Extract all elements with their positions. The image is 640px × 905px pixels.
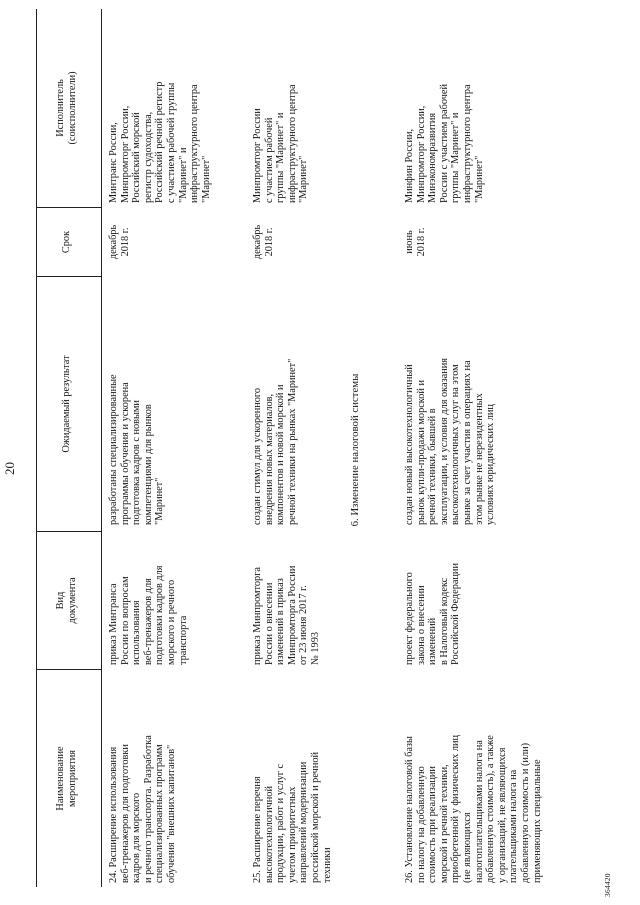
row-24-name: 24. Расширение использования веб-тренажеров для подготовки кадров для морского и речного транспорта. Разработка специализированных программ обучения "внешних капитанов" <box>108 735 177 883</box>
row-25-term: декабрь 2018 г. <box>252 224 275 260</box>
row-25-name: 25. Расширение перечня высокотехнологичной продукции, работ и услуг с учетом приоритетных направлений модернизации российской морской и речной техники <box>252 752 333 883</box>
column-header-executor: Исполнитель (соисполнители) <box>55 71 78 145</box>
page-number: 20 <box>2 462 17 475</box>
row-26-executor: Минфин России, Минпромторг России, Минэкономразвития России с участием рабочей группы "Маринет" и инфраструктурного центра "Маринет" <box>404 84 485 203</box>
row-26-result: создан новый высокотехнологичный рынок купли-продажи морской и речной техники, бывшей в эксплуатации, и условия для оказания высокотехнологичных услуг на этом рынке за счет участия в операциях на этом рынке не нерезидентных условиях юридических лиц <box>404 358 497 525</box>
row-24-result: разработаны специализированные программы обучения и ускорена подготовка кадров с новыми компетенциями для рынков "Маринет" <box>108 374 166 525</box>
column-header-doc-type: Вид документа <box>55 577 78 624</box>
row-26-doc-type: проект федерального закона о внесении изменений в Налоговый кодекс Российской Федерации <box>404 563 462 665</box>
table-header-rule <box>101 9 102 887</box>
row-24-term: декабрь 2018 г. <box>108 224 131 260</box>
document-code: 364420 <box>603 873 612 897</box>
row-25-executor: Минпромторг России с участием рабочей группы "Маринет" и инфраструктурного центра "Маринет" <box>252 84 310 203</box>
row-24-doc-type: приказ Минтранса России по вопросам использования веб-тренажеров для подготовки кадров для морского и речного транспорта <box>108 565 189 665</box>
row-26-term: июнь 2018 г. <box>404 227 427 257</box>
column-header-name: Наименование мероприятия <box>55 746 78 811</box>
column-header-result: Ожидаемый результат <box>61 355 72 453</box>
row-26-name: 26. Установление налоговой базы по налогу на добавленную стоимость при реализации морской и речной техники, приобретенной у физических лиц (не являющихся налогоплательщиками налога на добавленную стоимость), а также у организаций, не являющихся плательщиками налога на добавленную стоимость и (или) применяющих специальные <box>404 734 543 883</box>
column-header-term: Срок <box>61 230 72 254</box>
row-25-doc-type: приказ Минпромторга России о внесении изменений в приказ Минпромторга России от 23 июня 2017 г. № 1993 <box>252 565 321 665</box>
row-25-result: создан стимул для ускоренного внедрения новых материалов, компонентов и новой морской и речной техники на рынках "Маринет" <box>252 358 298 525</box>
table-top-rule <box>36 9 37 887</box>
row-24-executor: Минтранс России, Минпромторг России, Российский морской регистр судоходства, Российский речной регистр с участием рабочей группы "Маринет" и инфраструктурного центра "Маринет" <box>108 81 212 203</box>
section-title: 6. Изменение налоговой системы <box>349 373 361 527</box>
